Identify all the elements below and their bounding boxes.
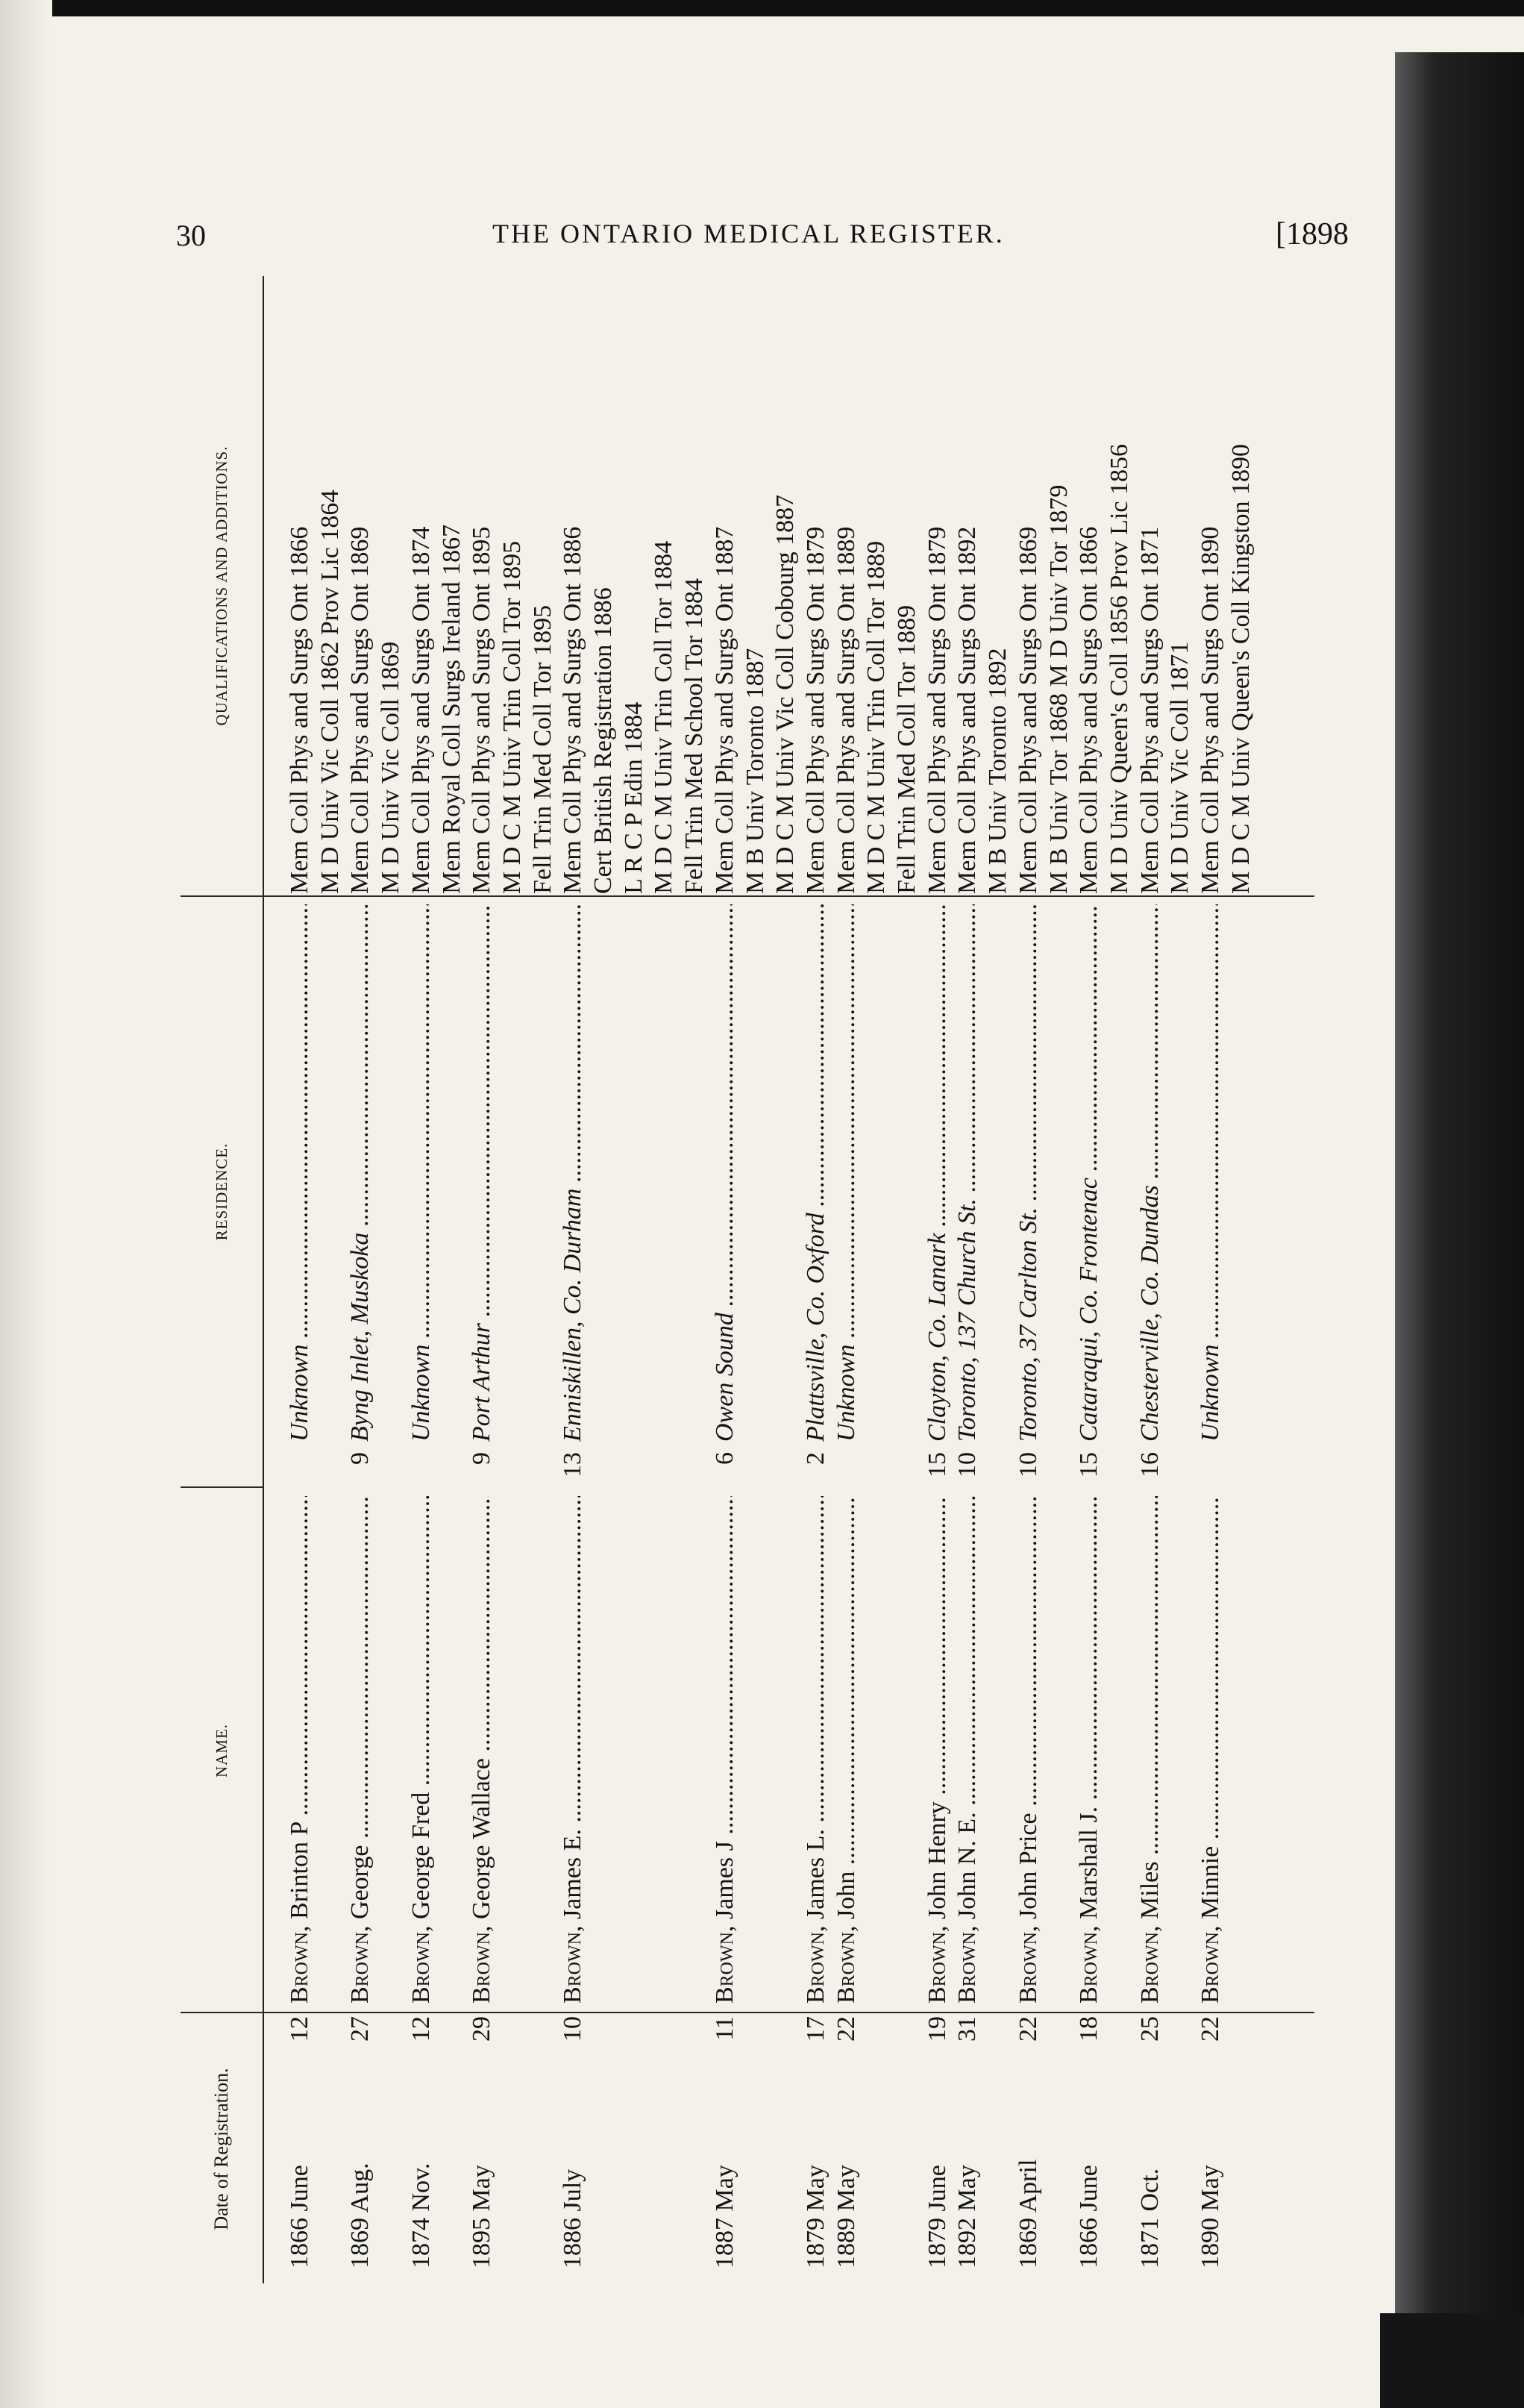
date-cell: 1886 July — [559, 2168, 587, 2268]
table-row — [680, 276, 709, 2283]
residence-cell — [953, 904, 982, 1442]
given-name: James E. — [559, 1829, 587, 1919]
given-name: John Henry — [923, 1801, 951, 1919]
header-divider — [181, 1486, 263, 1488]
qualification-cell: M D C M Univ Vic Coll Cobourg 1887 — [771, 494, 800, 894]
residence-text: Chesterville, Co. Dundas — [1135, 1185, 1164, 1442]
surname: Brown, — [801, 1925, 830, 2004]
scan-left-margin — [0, 0, 52, 2408]
residence-text: Plattsville, Co. Oxford — [801, 1213, 830, 1442]
day-cell: 29 — [468, 2016, 496, 2042]
residence-text: Unknown — [407, 1344, 435, 1442]
name-cell — [1196, 1496, 1226, 2004]
date-cell: 1895 May — [468, 2165, 496, 2268]
table-row — [862, 276, 891, 2283]
number-cell: 13 — [559, 1452, 587, 1477]
qualification-cell: Fell Trin Med Coll Tor 1895 — [528, 604, 556, 894]
name-cell — [407, 1496, 436, 2004]
table-row — [1196, 276, 1226, 2283]
surname: Brown, — [1135, 1925, 1164, 2004]
residence-cell — [1196, 904, 1226, 1442]
qualification-cell: M D C M Univ Queen's Coll Kingston 1890 — [1226, 443, 1255, 894]
day-cell: 12 — [286, 2016, 313, 2042]
number-cell: 16 — [1135, 1452, 1164, 1477]
scan-bottom-shadow — [1380, 2313, 1524, 2408]
header-qualifications: QUALIFICATIONS AND ADDITIONS. — [212, 445, 231, 726]
register-table — [181, 276, 1314, 2283]
qualification-cell: M D Univ Vic Coll 1871 — [1166, 641, 1194, 894]
qualification-cell: Mem Coll Phys and Surgs Ont 1866 — [1075, 526, 1103, 894]
surname: Brown, — [286, 1925, 313, 2004]
qualification-cell: Mem Coll Phys and Surgs Ont 1895 — [468, 526, 496, 894]
date-cell: 1869 Aug. — [346, 2162, 374, 2268]
table-row — [1135, 276, 1165, 2283]
day-cell: 17 — [801, 2016, 830, 2042]
residence-cell — [558, 904, 588, 1442]
number-cell: 9 — [346, 1452, 374, 1465]
residence-cell — [345, 904, 375, 1442]
qualification-cell: Mem Coll Phys and Surgs Ont 1889 — [832, 526, 860, 894]
table-row — [1165, 276, 1195, 2283]
given-name: John Price — [1014, 1813, 1042, 1919]
day-cell: 10 — [559, 2016, 587, 2042]
name-cell — [832, 1496, 862, 2004]
residence-cell — [285, 904, 315, 1442]
given-name: Marshall J. — [1075, 1806, 1103, 1919]
year-mark: [1898 — [1276, 217, 1349, 251]
qualification-cell: Cert British Registration 1886 — [589, 587, 617, 894]
day-cell: 22 — [1197, 2016, 1224, 2042]
qualification-cell: Mem Coll Phys and Surgs Ont 1879 — [801, 526, 830, 894]
residence-text: Unknown — [286, 1344, 313, 1442]
qualification-cell: M D C M Univ Trin Coll Tor 1889 — [862, 540, 891, 894]
name-cell — [953, 1496, 982, 2004]
residence-cell — [407, 904, 436, 1442]
surname: Brown, — [468, 1925, 496, 2004]
given-name: John N. E. — [953, 1812, 982, 1919]
surname: Brown, — [407, 1925, 435, 2004]
date-cell: 1869 April — [1014, 2159, 1042, 2268]
table-row — [407, 276, 436, 2283]
residence-text: Cataraqui, Co. Frontenac — [1075, 1178, 1103, 1442]
name-cell — [558, 1496, 588, 2004]
qualification-cell: Mem Coll Phys and Surgs Ont 1866 — [286, 526, 313, 894]
residence-text: Owen Sound — [710, 1313, 739, 1442]
day-cell: 27 — [346, 2016, 374, 2042]
table-row — [1105, 276, 1135, 2283]
residence-text: Toronto, 37 Carlton St. — [1014, 1207, 1042, 1442]
header-residence: RESIDENCE. — [212, 1142, 231, 1241]
number-cell: 10 — [1014, 1452, 1042, 1477]
qualification-cell: M D C M Univ Trin Coll Tor 1895 — [498, 540, 526, 894]
name-cell — [467, 1496, 497, 2004]
table-row — [771, 276, 800, 2283]
residence-cell — [710, 904, 740, 1442]
residence-cell — [1074, 904, 1104, 1442]
qualification-cell: Fell Trin Med Coll Tor 1889 — [893, 604, 921, 894]
residence-cell — [1014, 904, 1044, 1442]
table-row — [1074, 276, 1104, 2283]
date-cell: 1879 June — [923, 2165, 951, 2268]
residence-cell — [832, 904, 862, 1442]
table-row — [498, 276, 527, 2283]
table-row — [892, 276, 922, 2283]
table-row — [983, 276, 1013, 2283]
table-row — [589, 276, 618, 2283]
number-cell: 9 — [468, 1452, 496, 1465]
table-row — [285, 276, 315, 2283]
table-row — [376, 276, 406, 2283]
residence-text: Byng Inlet, Muskoka — [346, 1232, 374, 1442]
residence-text: Toronto, 137 Church St. — [953, 1198, 982, 1442]
day-cell: 11 — [710, 2016, 739, 2041]
table-row — [558, 276, 588, 2283]
qualification-cell: M D Univ Queen's Coll 1856 Prov Lic 1856 — [1105, 444, 1133, 894]
day-cell: 19 — [923, 2016, 951, 2042]
date-cell: 1866 June — [1075, 2165, 1103, 2268]
table-row — [467, 276, 497, 2283]
date-cell: 1890 May — [1197, 2165, 1224, 2268]
date-cell: 1887 May — [710, 2165, 739, 2268]
qualification-cell: M B Univ Toronto 1887 — [741, 648, 769, 894]
surname: Brown, — [1014, 1925, 1042, 2004]
table-row — [923, 276, 953, 2283]
qualification-cell: Mem Coll Phys and Surgs Ont 1879 — [923, 526, 951, 894]
table-row — [832, 276, 862, 2283]
day-cell: 22 — [832, 2016, 860, 2042]
residence-cell — [1135, 904, 1165, 1442]
qualification-cell: Mem Coll Phys and Surgs Ont 1871 — [1135, 526, 1164, 894]
qualification-cell: Mem Coll Phys and Surgs Ont 1892 — [953, 526, 982, 894]
given-name: George Fred — [407, 1792, 435, 1919]
name-cell — [710, 1496, 740, 2004]
qualification-cell: M D Univ Vic Coll 1869 — [377, 641, 405, 894]
table-row — [801, 276, 831, 2283]
day-cell: 22 — [1014, 2016, 1042, 2042]
header-date: Date of Registration. — [210, 2068, 232, 2230]
name-cell — [923, 1496, 953, 2004]
residence-text: Unknown — [1197, 1344, 1224, 1442]
date-cell: 1889 May — [832, 2165, 860, 2268]
residence-text: Unknown — [832, 1344, 860, 1442]
page-number: 30 — [176, 219, 206, 252]
given-name: Brinton P — [286, 1821, 313, 1919]
given-name: Miles — [1135, 1861, 1164, 1919]
running-title: THE ONTARIO MEDICAL REGISTER. — [492, 219, 1005, 248]
table-row — [953, 276, 982, 2283]
residence-text: Enniskillen, Co. Durham — [559, 1188, 587, 1442]
residence-cell — [801, 904, 831, 1442]
name-cell — [801, 1496, 831, 2004]
table-row — [437, 276, 467, 2283]
qualification-cell: M D C M Univ Trin Coll Tor 1884 — [650, 540, 678, 894]
qualification-cell: Mem Coll Phys and Surgs Ont 1886 — [559, 526, 587, 894]
date-cell: 1892 May — [953, 2165, 982, 2268]
surname: Brown, — [1075, 1925, 1103, 2004]
qualification-cell: Mem Royal Coll Surgs Ireland 1867 — [437, 524, 465, 894]
surname: Brown, — [1197, 1925, 1224, 2004]
number-cell: 6 — [710, 1452, 739, 1465]
qualification-cell: Mem Coll Phys and Surgs Ont 1869 — [1014, 526, 1042, 894]
surname: Brown, — [710, 1925, 739, 2004]
table-row — [1044, 276, 1074, 2283]
qualification-cell: M D Univ Vic Coll 1862 Prov Lic 1864 — [316, 490, 344, 894]
qualification-cell: L R C P Edin 1884 — [619, 701, 647, 894]
given-name: James L. — [801, 1829, 830, 1919]
given-name: Minnie — [1197, 1845, 1224, 1919]
name-cell — [1014, 1496, 1044, 2004]
date-cell: 1874 Nov. — [407, 2162, 435, 2268]
qualification-cell: Mem Coll Phys and Surgs Ont 1887 — [710, 526, 739, 894]
name-cell — [285, 1496, 315, 2004]
qualification-cell: M B Univ Toronto 1892 — [984, 648, 1012, 894]
given-name: George Wallace — [468, 1758, 496, 1919]
number-cell: 10 — [953, 1452, 982, 1477]
table-row — [528, 276, 558, 2283]
name-cell — [1074, 1496, 1104, 2004]
day-cell: 25 — [1135, 2016, 1164, 2042]
table-row — [316, 276, 345, 2283]
residence-text: Port Arthur — [468, 1322, 496, 1442]
surname: Brown, — [559, 1925, 587, 2004]
day-cell: 31 — [953, 2016, 982, 2042]
table-row — [1014, 276, 1044, 2283]
table-row — [741, 276, 771, 2283]
number-cell: 2 — [801, 1452, 830, 1465]
day-cell: 12 — [407, 2016, 435, 2042]
number-cell: 15 — [923, 1452, 951, 1477]
name-cell — [1135, 1496, 1165, 2004]
table-row — [649, 276, 679, 2283]
header-name: NAME. — [212, 1723, 231, 1778]
residence-cell — [467, 904, 497, 1442]
qualification-cell: Mem Coll Phys and Surgs Ont 1869 — [346, 526, 374, 894]
surname: Brown, — [923, 1925, 951, 2004]
scan-binding-shadow — [1395, 52, 1524, 2408]
given-name: John — [832, 1871, 860, 1919]
given-name: James J — [710, 1841, 739, 1919]
date-cell: 1879 May — [801, 2165, 830, 2268]
date-cell: 1871 Oct. — [1135, 2168, 1164, 2268]
table-row — [1226, 276, 1256, 2283]
surname: Brown, — [832, 1925, 860, 2004]
table-row — [710, 276, 740, 2283]
qualification-cell: M B Univ Tor 1868 M D Univ Tor 1879 — [1044, 484, 1073, 894]
qualification-cell: Fell Trin Med School Tor 1884 — [680, 578, 709, 894]
scan-top-edge — [0, 0, 1524, 16]
qualification-cell: Mem Coll Phys and Surgs Ont 1890 — [1197, 526, 1224, 894]
register-table-frame — [181, 276, 1314, 2283]
surname: Brown, — [346, 1925, 374, 2004]
number-cell: 15 — [1075, 1452, 1103, 1477]
given-name: George — [346, 1845, 374, 1919]
table-row — [345, 276, 375, 2283]
qualification-cell: Mem Coll Phys and Surgs Ont 1874 — [407, 526, 435, 894]
residence-text: Clayton, Co. Lanark — [923, 1233, 951, 1442]
name-cell — [345, 1496, 375, 2004]
table-header — [181, 276, 264, 2283]
date-cell: 1866 June — [286, 2165, 313, 2268]
day-cell: 18 — [1075, 2016, 1103, 2042]
residence-cell — [923, 904, 953, 1442]
table-row — [619, 276, 649, 2283]
surname: Brown, — [953, 1925, 982, 2004]
